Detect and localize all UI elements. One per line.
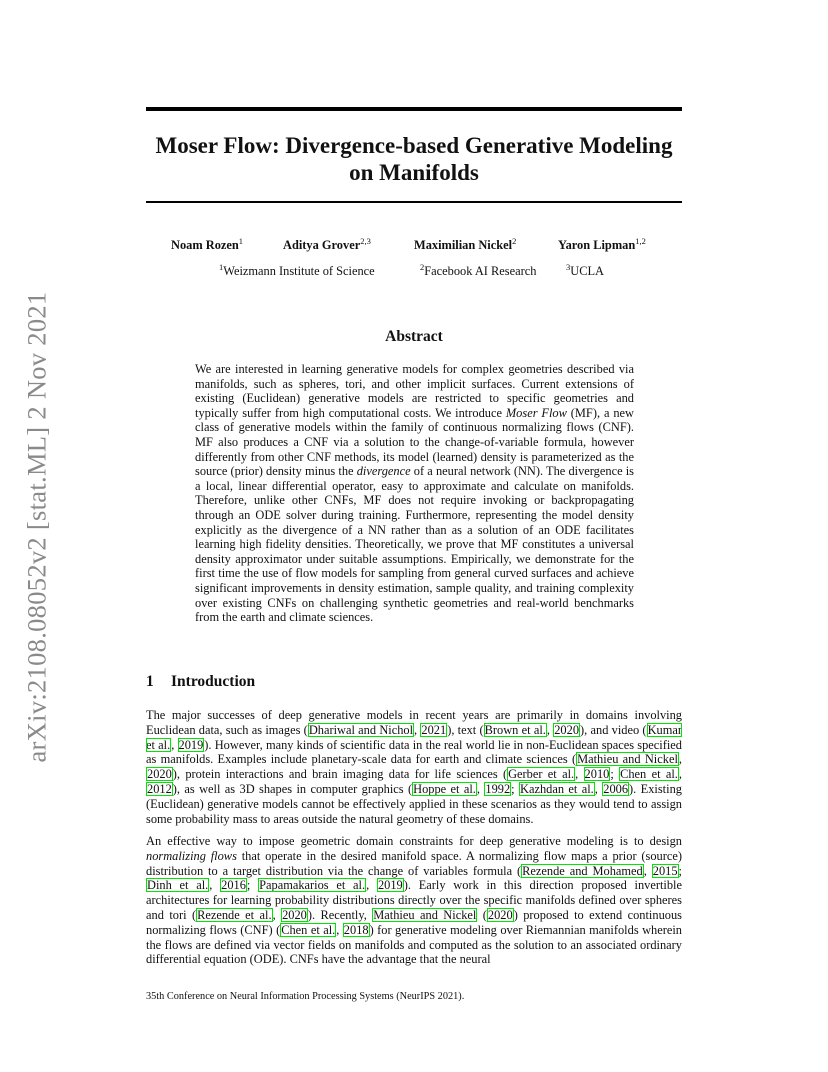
abstract-text: of a neural network (NN). The divergence is a local, linear differential operator, easy to approximate and calculate on manifolds. Therefore, unlike other CNFs, MF does not require invoking or backpropagating through an ODE solver during training. Furthermore, representing the model density explicitly as the divergence of a NN rather than as a solution of an ODE facilitates learning high fidelity densities. Theoretically, we prove that MF constitutes a universal density approximator under suitable assumptions. Empirically, we demonstrate for the first time the use of flow models for sampling from general curved surfaces and achieve significant improvements in density estimation, sample quality, and training complexity over existing CNFs on challenging synthetic geometries and real-world benchmarks from the earth and climate sciences.	[195, 464, 635, 625]
title-bottom-rule	[146, 201, 682, 203]
citation-link[interactable]: 2018	[343, 922, 369, 937]
citation-link[interactable]: Gerber et al.	[508, 767, 575, 782]
author-name: Maximilian Nickel	[414, 238, 513, 252]
author-affiliation-mark: 2	[512, 236, 517, 246]
body-text: ), and video (	[580, 722, 647, 737]
body-text: ). Recently,	[307, 907, 373, 922]
body-text: ,	[171, 737, 178, 752]
affiliation-name: UCLA	[570, 264, 604, 278]
citation-link[interactable]: Chen et al.	[620, 767, 678, 782]
body-text: ;	[610, 767, 620, 782]
citation-link[interactable]: Chen et al.	[281, 922, 336, 937]
affiliation-facebook	[420, 264, 536, 279]
author-yaron-lipman	[558, 238, 646, 253]
author-affiliation-mark: 1,2	[635, 236, 646, 246]
citation-link[interactable]: Kazhdan et al.	[520, 781, 594, 796]
section-heading-introduction	[146, 673, 255, 691]
citation-link[interactable]: 2019	[377, 878, 403, 893]
body-text: ,	[272, 907, 282, 922]
affiliation-name: Facebook AI Research	[424, 264, 537, 278]
paper-title	[146, 132, 682, 186]
author-maximilian-nickel	[414, 238, 516, 253]
author-name: Aditya Grover	[283, 238, 361, 252]
abstract-body	[195, 362, 634, 625]
affiliation-mark: 3	[566, 262, 571, 272]
body-emphasis: normalizing flows	[146, 848, 237, 863]
affiliation-ucla	[566, 264, 604, 279]
citation-link[interactable]: 2020	[487, 907, 513, 922]
citation-link[interactable]: Hoppe et al.	[413, 781, 476, 796]
author-noam-rozen	[171, 238, 243, 253]
body-text: ,	[678, 767, 682, 782]
citation-link[interactable]: Kumar et al.	[146, 722, 682, 752]
body-text: that operate in the desired manifold space. A normalizing flow maps a prior (source) distribution to a target distribution via the change of variables formula (	[146, 848, 682, 878]
author-affiliation-mark: 2,3	[360, 236, 371, 246]
body-text: ,	[546, 722, 554, 737]
citation-link[interactable]: Papamakarios et al.	[259, 878, 366, 893]
body-text: ,	[366, 878, 377, 893]
abstract-text: We are interested in learning generative models for complex geometries described via manifolds, such as spheres, tori, and other implicit surfaces. Current extensions of existing (Euclidean) generative models are restricted to specific geometries and typically suffer from high computational costs. We introduce	[195, 362, 634, 420]
citation-link[interactable]: Dhariwal and Nichol	[308, 722, 414, 737]
citation-link[interactable]: Rezende et al.	[197, 907, 272, 922]
section-title: Introduction	[171, 673, 256, 690]
conference-footnote: 35th Conference on Neural Information Processing Systems (NeurIPS 2021).	[146, 991, 465, 1002]
abstract-emphasis: divergence	[356, 464, 411, 479]
citation-link[interactable]: 2020	[147, 767, 172, 782]
citation-link[interactable]: 2021	[421, 722, 447, 737]
body-text: ,	[209, 878, 221, 893]
citation-link[interactable]: 2006	[603, 781, 629, 796]
section-number: 1	[146, 673, 154, 690]
abstract-text: (MF), a new class of generative models within the family of continuous normalizing flows (CNF). MF also produces a CNF via a solution to the change-of-variable formula, however differently from other CNF methods, its model (learned) density is parameterized as the source (prior) density minus the	[195, 405, 634, 479]
affiliation-weizmann	[219, 264, 375, 279]
body-text: ,	[594, 781, 603, 796]
affiliation-mark: 2	[420, 262, 425, 272]
body-text: ), protein interactions and brain imaging data for life sciences (	[172, 767, 508, 782]
intro-paragraph-2	[146, 834, 682, 967]
body-text: An effective way to impose geometric domain constraints for deep generative modeling is to design	[146, 834, 682, 848]
citation-link[interactable]: Rezende and Mohamed	[522, 863, 643, 878]
paper-title-line-2: on Manifolds	[349, 160, 479, 185]
citation-link[interactable]: 1992	[485, 781, 511, 796]
body-text: ), text (	[447, 722, 484, 737]
body-text: The major successes of deep generative models in recent years are primarily in domains involving Euclidean data, such as images (	[146, 708, 682, 737]
paper-title-line-1: Moser Flow: Divergence-based Generative Modeling	[155, 133, 673, 158]
citation-link[interactable]: 2015	[652, 863, 678, 878]
abstract-emphasis: Moser Flow	[505, 405, 567, 420]
citation-link[interactable]: Dinh et al.	[147, 878, 209, 893]
body-text: ). However, many kinds of scientific data in the real world lie in non-Euclidean spaces specified as manifolds. Examples include planetary-scale data for earth and climate sciences (	[146, 737, 682, 767]
body-text: ;	[511, 781, 519, 796]
author-affiliation-mark: 1	[238, 236, 244, 246]
body-text: ) for generative modeling over Riemannian manifolds wherein the flows are defined via vector fields on manifolds and computed as the solution to an associated ordinary differential equation (ODE). CNFs have the advantage that the neural	[146, 922, 682, 967]
body-text: ,	[678, 752, 682, 767]
title-top-rule	[146, 107, 682, 111]
citation-link[interactable]: Brown et al.	[484, 722, 546, 737]
author-name: Yaron Lipman	[558, 238, 636, 252]
body-text: ,	[643, 863, 652, 878]
citation-link[interactable]: 2020	[554, 722, 580, 737]
citation-link[interactable]: 2016	[221, 878, 246, 893]
citation-link[interactable]: Mathieu and Nickel	[577, 752, 678, 767]
author-name: Noam Rozen	[171, 238, 239, 252]
author-aditya-grover	[283, 238, 371, 253]
body-text: ,	[575, 767, 584, 782]
citation-link[interactable]: 2019	[178, 737, 204, 752]
body-text: ) proposed to extend continuous normalizing flows (CNF) (	[146, 907, 682, 937]
body-text: (	[477, 907, 487, 922]
citation-link[interactable]: 2010	[584, 767, 610, 782]
body-text: ,	[336, 922, 343, 937]
body-text: ,	[414, 722, 421, 737]
abstract-heading: Abstract	[385, 328, 443, 345]
citation-link[interactable]: 2012	[147, 781, 172, 796]
arxiv-identifier-text: arXiv:2108.08052v2 [stat.ML] 2 Nov 2021	[21, 291, 52, 763]
body-text: ;	[246, 878, 259, 893]
body-text: ). Existing (Euclidean) generative models cannot be effectively applied in these scenarios as they would tend to assign some probability mass to areas outside the natural geometry of these domains.	[146, 781, 682, 826]
body-text: ). Early work in this direction proposed invertible architectures for learning probability distributions directly over the specific manifolds defined over spheres and tori (	[146, 878, 683, 922]
intro-paragraph-1	[146, 708, 682, 826]
affiliation-name: Weizmann Institute of Science	[223, 264, 375, 278]
citation-link[interactable]: 2020	[282, 907, 307, 922]
body-text: ), as well as 3D shapes in computer graphics (	[172, 781, 413, 796]
citation-link[interactable]: Mathieu and Nickel	[373, 907, 477, 922]
body-text: ,	[476, 781, 485, 796]
affiliation-mark: 1	[219, 262, 224, 272]
body-text: ;	[678, 863, 682, 878]
